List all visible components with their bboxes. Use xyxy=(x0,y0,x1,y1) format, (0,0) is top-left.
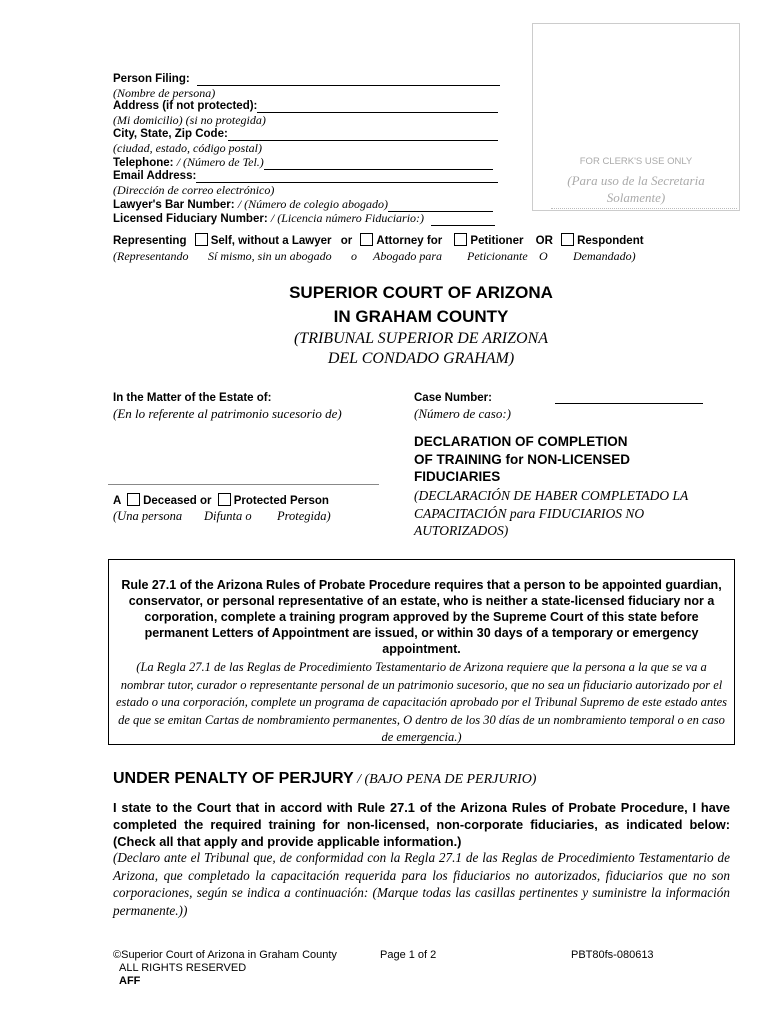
estate-name-field[interactable] xyxy=(108,484,379,485)
footer-page: Page 1 of 2 xyxy=(380,949,437,961)
representing-es: (Representando xyxy=(113,249,189,263)
perjury-heading: UNDER PENALTY OF PERJURY xyxy=(113,770,354,787)
fiduciary-field[interactable] xyxy=(431,214,495,226)
perjury-statement-es: (Declaro ante el Tribunal que, de conformidad con la Regla 27.1 de las Reglas de Procedimiento Testamentario de Arizona, que completado la capacitación requerida para los fiduciarios no autorizados, fiduciarios que no son corporaciones, según se indica a continuación: (Marque todas las casillas pertinentes y suministre la información permanente.)) xyxy=(113,850,730,918)
rule-notice-box xyxy=(108,559,735,745)
perjury-statement: I state to the Court that in accord with Rule 27.1 of the Arizona Rules of Probate Procedure, I have completed the required training for non-licensed, non-corporate fiduciaries, as indicated below: (Check all that apply and provide applicable information.) xyxy=(113,800,730,849)
court-title: SUPERIOR COURT OF ARIZONA xyxy=(289,283,553,302)
county-title: IN GRAHAM COUNTY xyxy=(333,307,509,326)
address-row: Address (if not protected): xyxy=(113,99,498,113)
footer-code: PBT80fs-080613 xyxy=(571,949,654,961)
clerk-use-box xyxy=(532,23,740,211)
case-number-field[interactable] xyxy=(555,403,703,404)
telephone-row: Telephone: / (Número de Tel.) xyxy=(113,155,493,170)
protected-checkbox[interactable] xyxy=(218,493,231,506)
representing-row: Representing Self, without a Lawyer or Attorney for Petitioner OR Respondent xyxy=(113,235,644,247)
rule-notice-en: Rule 27.1 of the Arizona Rules of Probate Procedure requires that a person to be appointed guardian, conservator, or personal representative of an estate, who is neither a state-licensed fiduciary nor a corporation, complete a training program approved by the Supreme Court of this state before permanent Letters of Appointment are issued, or within 30 days of a temporary or emergency appointment. xyxy=(121,578,722,656)
a-es: (Una persona xyxy=(113,509,183,523)
matter-label-es: (En lo referente al patrimonio sucesorio de) xyxy=(113,406,342,421)
city-row: City, State, Zip Code: xyxy=(113,127,498,141)
perjury-heading-es: / (BAJO PENA DE PERJURIO) xyxy=(353,772,537,787)
footer-rights: ALL RIGHTS RESERVED xyxy=(119,962,247,974)
footer-left xyxy=(113,949,337,988)
clerk-label: FOR CLERK'S USE ONLY xyxy=(579,156,693,167)
city-es: (ciudad, estado, código postal) xyxy=(113,141,262,155)
address-es: (Mi domicilio) (si no protegida) xyxy=(113,113,266,127)
deceased-checkbox[interactable] xyxy=(127,493,140,506)
clerk-dotted-line xyxy=(551,208,737,209)
email-row: Email Address: xyxy=(113,169,498,183)
bar-row: Lawyer's Bar Number: / (Número de colegio abogado) xyxy=(113,197,493,212)
footer-aff: AFF xyxy=(119,975,141,987)
rule-notice-es: (La Regla 27.1 de las Reglas de Procedimiento Testamentario de Arizona requiere que la persona a la que se va a nombrar tutor, curador o representante personal de un patrimonio sucesorio, que no sea un fiduciario autorizado por el estado o una corporación, complete un programa de capacitación aprobado por el Tribunal Supremo de este estado antes de que se emitan Cartas de nombramiento permanentes, O dentro de los 30 días de un nombramiento temporal o en caso de emergencia.) xyxy=(115,660,728,744)
city-field[interactable] xyxy=(228,129,498,141)
document-title-es: (DECLARACIÓN DE HABER COMPLETADO LA CAPACITACIÓN para FIDUCIARIOS NO AUTORIZADOS) xyxy=(414,488,689,538)
fiduciary-row: Licensed Fiduciary Number: / (Licencia número Fiduciario:) xyxy=(113,211,495,226)
self-checkbox[interactable] xyxy=(195,233,208,246)
person-filing-row: Person Filing: xyxy=(113,72,500,86)
respondent-checkbox[interactable] xyxy=(561,233,574,246)
county-title-es: DEL CONDADO GRAHAM) xyxy=(327,350,515,367)
email-field[interactable] xyxy=(196,171,498,183)
email-es: (Dirección de correo electrónico) xyxy=(113,183,275,197)
matter-label: In the Matter of the Estate of: xyxy=(113,392,272,404)
court-title-es: (TRIBUNAL SUPERIOR DE ARIZONA xyxy=(293,330,549,347)
perjury-heading-row xyxy=(113,770,536,788)
person-filing-field[interactable] xyxy=(197,74,500,86)
clerk-label-es: (Para uso de la Secretaria Solamente) xyxy=(567,173,705,205)
petitioner-checkbox[interactable] xyxy=(454,233,467,246)
attorney-checkbox[interactable] xyxy=(360,233,373,246)
case-number-label: Case Number: xyxy=(414,392,492,404)
person-filing-es: (Nombre de persona) xyxy=(113,86,216,100)
document-title: DECLARATION OF COMPLETION OF TRAINING for NON-LICENSED FIDUCIARIES xyxy=(414,434,630,484)
deceased-row: A Deceased or Protected Person xyxy=(113,495,329,507)
case-number-es: (Número de caso:) xyxy=(414,406,511,421)
footer-copyright: ©Superior Court of Arizona in Graham County xyxy=(113,949,337,961)
address-field[interactable] xyxy=(257,101,498,113)
